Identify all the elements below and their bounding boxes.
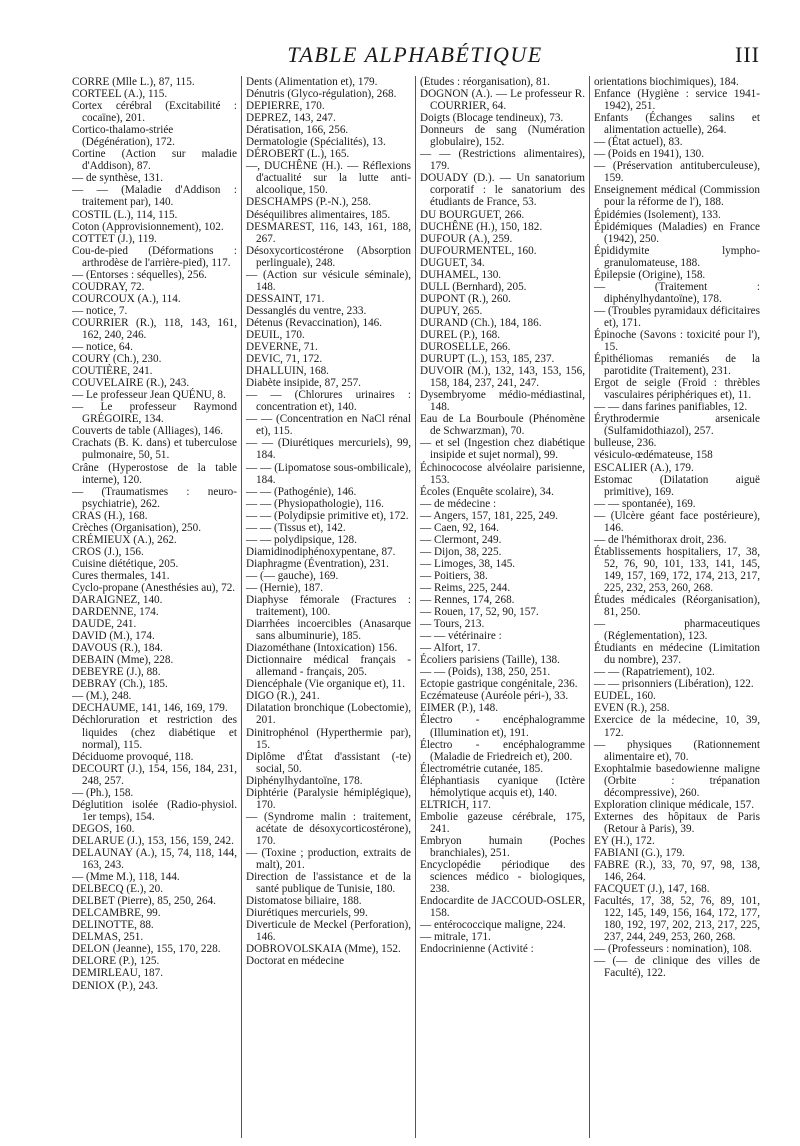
index-entry: Diazométhane (Intoxication) 156. bbox=[246, 642, 398, 655]
index-entry: DUHAMEL, 130. bbox=[420, 268, 502, 281]
index-entry: orientations biochimiques), 184. bbox=[594, 76, 739, 88]
index-entry: — et sel (Ingestion chez diabétique insipide et sujet normal), 99. bbox=[420, 437, 585, 462]
index-entry: Dénutris (Glyco-régulation), 268. bbox=[246, 88, 397, 101]
index-entry: CORTEEL (A.), 115. bbox=[72, 88, 168, 101]
index-entry: Écoliers parisiens (Taille), 138. bbox=[420, 654, 560, 667]
index-entry: — (— de clinique des villes de Faculté), 122. bbox=[594, 955, 760, 980]
index-entry: — — spontanée), 169. bbox=[594, 497, 696, 510]
index-entry: Études médicales (Réorganisation), 81, 250. bbox=[594, 594, 760, 619]
index-entry: COUTIÈRE, 241. bbox=[72, 365, 153, 378]
index-entry: Diphénylhydantoïne, 178. bbox=[246, 774, 363, 787]
index-entry: — — (Physiopathologie), 116. bbox=[246, 497, 384, 510]
index-entry: Dilatation bronchique (Lobectomie), 201. bbox=[246, 702, 411, 727]
index-entry: Déciduome provoqué, 118. bbox=[72, 750, 194, 763]
index-entry: — Rennes, 174, 268. bbox=[420, 594, 515, 607]
index-entry: — Caen, 92, 164. bbox=[420, 521, 499, 534]
index-entry: DEUIL, 170. bbox=[246, 328, 305, 341]
index-entry: CORRE (Mlle L.), 87, 115. bbox=[72, 76, 195, 88]
index-entry: Encyclopédie périodique des sciences médico - biologiques, 238. bbox=[420, 859, 585, 896]
index-entry: — Limoges, 38, 145. bbox=[420, 557, 516, 570]
index-entry: Enfants (Échanges salins et alimentation actuelle), 264. bbox=[594, 112, 760, 137]
index-entry: — Alfort, 17. bbox=[420, 642, 481, 655]
index-entry: EVEN (R.), 258. bbox=[594, 702, 670, 715]
index-entry: (Études : réorganisation), 81. bbox=[420, 76, 550, 88]
index-entry: — — (Polydipsie primitive et), 172. bbox=[246, 509, 409, 522]
index-entry: Épilepsie (Origine), 158. bbox=[594, 268, 706, 281]
index-entry: DEBEYRE (J.), 88. bbox=[72, 666, 161, 679]
index-entry: DECOURT (J.), 154, 156, 184, 231, 248, 257. bbox=[72, 762, 237, 787]
index-entry: DUREL (P.), 168. bbox=[420, 328, 501, 341]
index-entry: — — (Poids), 138, 250, 251. bbox=[420, 666, 551, 679]
index-entry: — notice, 7. bbox=[72, 304, 128, 317]
index-entry: Cyclo-propane (Anesthésies au), 72. bbox=[72, 581, 236, 594]
index-entry: DELAUNAY (A.), 15, 74, 118, 144, 163, 243. bbox=[72, 847, 237, 872]
index-entry: Établissements hospitaliers, 17, 38, 52, 76, 90, 101, 133, 141, 145, 149, 157, 169, 172, 174, 213, 217, 225, 232, 253, 260, 268. bbox=[594, 545, 760, 594]
index-entry: ESCALIER (A.), 179. bbox=[594, 461, 694, 474]
index-entry: — de l'hémithorax droit, 236. bbox=[594, 533, 727, 546]
index-entry: DELARUE (J.), 153, 156, 159, 242. bbox=[72, 834, 234, 847]
index-entry: Dératisation, 166, 256. bbox=[246, 124, 349, 137]
index-entry: Exophtalmie basedowienne maligne (Orbite : trépanation décompressive), 260. bbox=[594, 762, 760, 799]
index-entry: — (— gauche), 169. bbox=[246, 569, 339, 582]
index-entry: — (Action sur vésicule séminale), 148. bbox=[246, 268, 411, 293]
index-entry: Désoxycorticostérone (Absorption perlinguale), 248. bbox=[246, 244, 411, 269]
index-entry: COSTIL (L.), 114, 115. bbox=[72, 208, 178, 221]
index-entry: — — (Maladie d'Addison : traitement par), 140. bbox=[72, 184, 237, 209]
index-entry: Épinoche (Savons : toxicité pour l'), 15. bbox=[594, 328, 760, 354]
index-entry: DEPIERRE, 170. bbox=[246, 100, 325, 113]
index-entry: DELCAMBRE, 99. bbox=[72, 907, 161, 920]
index-entry: Exploration clinique médicale, 157. bbox=[594, 798, 754, 811]
index-entry: DEBRAY (Ch.), 185. bbox=[72, 678, 168, 691]
index-entry: — (Traumatismes : neuro-psychiatrie), 262. bbox=[72, 485, 237, 510]
index-entry: Diaphyse fémorale (Fractures : traitement), 100. bbox=[246, 594, 411, 619]
index-entry: CROS (J.), 156. bbox=[72, 545, 144, 558]
index-entry: — de médecine : bbox=[420, 497, 497, 510]
index-entry: — Rouen, 17, 52, 90, 157. bbox=[420, 606, 539, 619]
index-entry: FACQUET (J.), 147, 168. bbox=[594, 883, 710, 896]
index-entry: — Tours, 213. bbox=[420, 618, 485, 631]
index-entry: Détenus (Revaccination), 146. bbox=[246, 316, 383, 329]
index-entry: Dinitrophénol (Hyperthermie par), 15. bbox=[246, 726, 411, 751]
index-entry: — Reims, 225, 244. bbox=[420, 581, 511, 594]
index-entry: — (Syndrome malin : traitement, acétate de désoxycorticostérone), 170. bbox=[246, 810, 411, 847]
index-entry: Embolie gazeuse cérébrale, 175, 241. bbox=[420, 810, 585, 835]
index-entry: — — prisonniers (Libération), 122. bbox=[594, 678, 754, 691]
index-entry: EY (H.), 172. bbox=[594, 834, 655, 847]
index-entry: Exercice de la médecine, 10, 39, 172. bbox=[594, 714, 760, 739]
index-entry: DU BOURGUET, 266. bbox=[420, 208, 525, 221]
index-entry: — (Hernie), 187. bbox=[246, 581, 324, 594]
index-entry: — — vétérinaire : bbox=[420, 630, 502, 643]
index-entry: Direction de l'assistance et de la santé publique de Tunisie, 180. bbox=[246, 871, 411, 896]
index-entry: Électro - encéphalogramme (Maladie de Friedreich et), 200. bbox=[420, 738, 585, 763]
index-entry: Embryon humain (Poches branchiales), 251. bbox=[420, 834, 585, 859]
index-entry: DAVID (M.), 174. bbox=[72, 630, 155, 643]
index-entry: DURAND (Ch.), 184, 186. bbox=[420, 316, 542, 329]
index-entry: DELINOTTE, 88. bbox=[72, 919, 154, 932]
index-entry: Eau de La Bourboule (Phénomène de Schwarzman), 70. bbox=[420, 413, 585, 438]
index-entry: DELMAS, 251. bbox=[72, 931, 144, 944]
index-entry: — — (Restrictions alimentaires), 179. bbox=[420, 148, 585, 173]
index-entry: Électro - encéphalogramme (Illumination et), 191. bbox=[420, 714, 585, 739]
index-entry: Cortine (Action sur maladie d'Addison), 87. bbox=[72, 148, 237, 173]
index-entry: Crachats (B. K. dans) et tuberculose pulmonaire, 50, 51. bbox=[72, 437, 237, 462]
index-entry: Électrométrie cutanée, 185. bbox=[420, 762, 544, 775]
index-entry: DUGUET, 34. bbox=[420, 256, 485, 269]
index-entry: DUROSELLE, 266. bbox=[420, 341, 511, 354]
index-entry: — — (Pathogénie), 146. bbox=[246, 485, 357, 498]
index-entry: Diabète insipide, 87, 257. bbox=[246, 377, 361, 390]
index-entry: DIGO (R.), 241. bbox=[246, 690, 320, 703]
index-entry: Eczémateuse (Auréole péri-), 33. bbox=[420, 690, 569, 703]
index-entry: DOUADY (D.). — Un sanatorium corporatif : le sanatorium des étudiants de France, 53. bbox=[420, 172, 585, 209]
index-entry: — mitrale, 171. bbox=[420, 931, 491, 944]
index-entry: Cortex cérébral (Excitabilité : cocaïne), 201. bbox=[72, 100, 237, 125]
index-entry: — (Traitement : diphénylhydantoïne), 178. bbox=[594, 280, 760, 305]
index-entry: Diamidinodiphénoxypentane, 87. bbox=[246, 545, 396, 558]
index-entry: DEBAIN (Mme), 228. bbox=[72, 654, 174, 667]
index-entry: Déglutition isolée (Radio-physiol. 1er temps), 154. bbox=[72, 798, 237, 823]
index-entry: COURRIER (R.), 118, 143, 161, 162, 240, 246. bbox=[72, 316, 237, 341]
index-entry: Diarrhées incoercibles (Anasarque sans albuminurie), 185. bbox=[246, 618, 411, 643]
index-entry: Diencéphale (Vie organique et), 11. bbox=[246, 678, 405, 691]
index-entry: DECHAUME, 141, 146, 169, 179. bbox=[72, 702, 228, 715]
index-column-4 bbox=[590, 76, 764, 1138]
index-entry: — — (Diurétiques mercuriels), 99, 184. bbox=[246, 437, 411, 462]
index-entry: DEGOS, 160. bbox=[72, 822, 135, 835]
index-entry: Distomatose biliaire, 188. bbox=[246, 895, 362, 908]
index-entry: — (État actuel), 83. bbox=[594, 136, 683, 149]
index-entry: — (Préservation antituberculeuse), 159. bbox=[594, 160, 760, 185]
index-entry: COURY (Ch.), 230. bbox=[72, 353, 162, 366]
index-columns bbox=[68, 76, 764, 1138]
index-entry: COTTET (J.), 119. bbox=[72, 232, 157, 245]
index-entry: Diaphragme (Éventration), 231. bbox=[246, 557, 389, 570]
index-entry: — — (Tissus et), 142. bbox=[246, 521, 346, 534]
index-entry: COUVELAIRE (R.), 243. bbox=[72, 377, 190, 390]
index-entry: DÉROBERT (L.), 165. bbox=[246, 148, 350, 161]
index-entry: Cures thermales, 141. bbox=[72, 569, 170, 582]
index-entry: — (Entorses : séquelles), 256. bbox=[72, 268, 207, 281]
index-entry: Dents (Alimentation et), 179. bbox=[246, 76, 378, 88]
index-entry: Épididymite lympho-granulomateuse, 188. bbox=[594, 244, 760, 269]
index-entry: CRAS (H.), 168. bbox=[72, 509, 148, 522]
index-entry: — — polydipsique, 128. bbox=[246, 533, 357, 546]
index-entry: Épidémiques (Maladies) en France (1942), 250. bbox=[594, 220, 760, 245]
index-entry: DOGNON (A.). — Le professeur R. COURRIER, 64. bbox=[420, 88, 585, 113]
index-entry: — pharmaceutiques (Réglementation), 123. bbox=[594, 618, 760, 643]
index-entry: — notice, 64. bbox=[72, 341, 133, 354]
index-entry: DEVIC, 71, 172. bbox=[246, 353, 323, 366]
index-entry: DEPREZ, 143, 247. bbox=[246, 112, 336, 125]
index-entry: Couverts de table (Alliages), 146. bbox=[72, 425, 223, 438]
index-entry: DARAIGNEZ, 140. bbox=[72, 594, 163, 607]
index-entry: EUDEL, 160. bbox=[594, 690, 656, 703]
page-title: TABLE ALPHABÉTIQUE bbox=[287, 42, 543, 67]
index-column-3 bbox=[416, 76, 590, 1138]
index-entry: Diurétiques mercuriels, 99. bbox=[246, 907, 368, 920]
index-entry: Ergot de seigle (Froid : thrèbles vasculaires périphériques et), 11. bbox=[594, 377, 760, 402]
index-entry: COUDRAY, 72. bbox=[72, 280, 145, 293]
index-entry: DUFOUR (A.), 259. bbox=[420, 232, 513, 245]
index-entry: — Dijon, 38, 225. bbox=[420, 545, 502, 558]
index-entry: Diplôme d'État d'assistant (-te) social, 50. bbox=[246, 750, 411, 775]
index-entry: DUPONT (R.), 260. bbox=[420, 292, 511, 305]
index-entry: Écoles (Enquête scolaire), 34. bbox=[420, 485, 554, 498]
index-entry: —, DUCHÊNE (H.). — Réflexions d'actualité sur la lutte anti-alcoolique, 150. bbox=[246, 160, 411, 197]
index-entry: Enseignement médical (Commission pour la réforme de l'), 188. bbox=[594, 184, 760, 209]
index-entry: DESMAREST, 116, 143, 161, 188, 267. bbox=[246, 220, 411, 245]
index-entry: DELON (Jeanne), 155, 170, 228. bbox=[72, 943, 221, 956]
index-entry: EIMER (P.), 148. bbox=[420, 702, 498, 715]
index-entry: — Clermont, 249. bbox=[420, 533, 502, 546]
index-entry: DENIOX (P.), 243. bbox=[72, 979, 159, 992]
index-column-2 bbox=[242, 76, 416, 1138]
page-number: III bbox=[735, 42, 760, 67]
index-entry: DARDENNE, 174. bbox=[72, 606, 159, 619]
index-entry: CRÉMIEUX (A.), 262. bbox=[72, 533, 177, 546]
index-entry: — — (Chlorures urinaires : concentration et), 140. bbox=[246, 389, 411, 414]
index-entry: — — dans farines panifiables, 12. bbox=[594, 401, 748, 414]
index-entry: Dermatologie (Spécialités), 13. bbox=[246, 136, 386, 149]
index-entry: DAVOUS (R.), 184. bbox=[72, 642, 163, 655]
index-entry: DESCHAMPS (P.-N.), 258. bbox=[246, 196, 371, 209]
index-entry: — Le professeur Jean QUÉNU, 8. bbox=[72, 389, 226, 402]
index-entry: bulleuse, 236. bbox=[594, 437, 657, 450]
index-entry: — (M.), 248. bbox=[72, 690, 132, 703]
index-entry: — (Poids en 1941), 130. bbox=[594, 148, 705, 161]
index-entry: — (Troubles pyramidaux déficitaires et), 171. bbox=[594, 304, 760, 329]
index-entry: DUPUY, 265. bbox=[420, 304, 483, 317]
index-entry: DEVERNE, 71. bbox=[246, 341, 318, 354]
index-entry: — (Mme M.), 118, 144. bbox=[72, 871, 180, 884]
index-entry: Cou-de-pied (Déformations : arthrodèse de l'arrière-pied), 117. bbox=[72, 244, 237, 269]
index-entry: COURCOUX (A.), 114. bbox=[72, 292, 181, 305]
index-entry: DUCHÊNE (H.), 150, 182. bbox=[420, 220, 543, 233]
index-entry: Déchloruration et restriction des liquides (chez diabétique et normal), 115. bbox=[72, 714, 237, 751]
index-entry: Enfance (Hygiène : service 1941-1942), 251. bbox=[594, 88, 760, 113]
index-entry: Cortico-thalamo-striée (Dégénération), 172. bbox=[72, 124, 175, 149]
index-entry: Externes des hôpitaux de Paris (Retour à Paris), 39. bbox=[594, 810, 760, 835]
index-entry: — — (Concentration en NaCl rénal et), 115. bbox=[246, 413, 411, 438]
index-entry: Ectopie gastrique congénitale, 236. bbox=[420, 678, 578, 691]
index-entry: DOBROVOLSKAIA (Mme), 152. bbox=[246, 943, 401, 956]
index-entry: — Angers, 157, 181, 225, 249. bbox=[420, 509, 558, 522]
index-entry: DUFOURMENTEL, 160. bbox=[420, 244, 537, 257]
index-entry: Épidémies (Isolement), 133. bbox=[594, 208, 721, 221]
index-entry: Crâne (Hyperostose de la table interne), 120. bbox=[72, 461, 237, 486]
index-entry: Diphtérie (Paralysie hémiplégique), 170. bbox=[246, 786, 411, 811]
index-entry: DULL (Bernhard), 205. bbox=[420, 280, 527, 293]
index-entry: Doigts (Blocage tendineux), 73. bbox=[420, 112, 564, 125]
index-entry: — Poitiers, 38. bbox=[420, 569, 488, 582]
index-entry: DURUPT (L.), 153, 185, 237. bbox=[420, 353, 555, 366]
index-entry: — de synthèse, 131. bbox=[72, 172, 164, 185]
index-entry: DESSAINT, 171. bbox=[246, 292, 325, 305]
index-entry: — — (Lipomatose sous-ombilicale), 184. bbox=[246, 461, 411, 486]
index-entry: Crèches (Organisation), 250. bbox=[72, 521, 202, 534]
index-entry: FABIANI (G.), 179. bbox=[594, 847, 685, 859]
index-entry: Endocardite de JACCOUD-OSLER, 158. bbox=[420, 895, 585, 920]
index-entry: — — (Rapatriement), 102. bbox=[594, 666, 715, 679]
index-entry: — Le professeur Raymond GRÉGOIRE, 134. bbox=[72, 401, 237, 426]
index-entry: DELBECQ (E.), 20. bbox=[72, 883, 164, 896]
index-entry: Coton (Approvisionnement), 102. bbox=[72, 220, 224, 233]
index-entry: Dictionnaire médical français - allemand - français, 205. bbox=[246, 654, 411, 679]
index-entry: DEMIRLEAU, 187. bbox=[72, 967, 164, 980]
index-entry: Dysembryome médio-médiastinal, 148. bbox=[420, 389, 585, 414]
index-entry: vésiculo-œdémateuse, 158 bbox=[594, 449, 713, 462]
index-entry: — (Ulcère géant face postérieure), 146. bbox=[594, 509, 760, 534]
index-entry: DHALLUIN, 168. bbox=[246, 365, 329, 378]
index-entry: FABRE (R.), 33, 70, 97, 98, 138, 146, 264. bbox=[594, 859, 760, 884]
index-entry: DELBET (Pierre), 85, 250, 264. bbox=[72, 895, 216, 908]
index-entry: — (Professeurs : nomination), 108. bbox=[594, 943, 752, 956]
index-entry: DUVOIR (M.), 132, 143, 153, 156, 158, 184, 237, 241, 247. bbox=[420, 365, 585, 390]
index-entry: Dessanglés du ventre, 233. bbox=[246, 304, 367, 317]
index-entry: DAUDE, 241. bbox=[72, 618, 137, 631]
index-entry: Éléphantiasis cyanique (Ictère hémolytique acquis et), 140. bbox=[420, 774, 585, 799]
index-entry: DELORE (P.), 125. bbox=[72, 955, 160, 968]
index-entry: Doctorat en médecine bbox=[246, 955, 345, 968]
index-entry: Échinococose alvéolaire parisienne, 153. bbox=[420, 461, 585, 486]
index-entry: Donneurs de sang (Numération globulaire), 152. bbox=[420, 124, 585, 149]
index-entry: Diverticule de Meckel (Perforation), 146. bbox=[246, 919, 411, 944]
index-entry: Endocrinienne (Activité : bbox=[420, 943, 534, 956]
index-entry: ELTRICH, 117. bbox=[420, 798, 491, 811]
index-column-1 bbox=[68, 76, 242, 1138]
index-entry: Étudiants en médecine (Limitation du nombre), 237. bbox=[594, 642, 760, 667]
index-entry: — physiques (Rationnement alimentaire et), 70. bbox=[594, 738, 760, 763]
index-entry: Estomac (Dilatation aiguë primitive), 169. bbox=[594, 473, 760, 498]
index-entry: — entérococcique maligne, 224. bbox=[420, 919, 566, 932]
page-header bbox=[70, 38, 760, 78]
index-entry: — (Toxine ; production, extraits de malt), 201. bbox=[246, 847, 411, 872]
index-entry: Facultés, 17, 38, 52, 76, 89, 101, 122, 145, 149, 156, 164, 172, 177, 180, 192, 197, 202, 213, 217, 225, 237, 244, 249, 253, 260, 268. bbox=[594, 895, 760, 944]
index-entry: Épithéliomas remaniés de la parotidite (Traitement), 231. bbox=[594, 353, 760, 378]
index-entry: Cuisine diététique, 205. bbox=[72, 557, 179, 570]
index-entry: Déséquilibres alimentaires, 185. bbox=[246, 208, 391, 221]
index-entry: Érythrodermie arsenicale (Sulfamidothiazol), 257. bbox=[594, 413, 760, 438]
index-entry: — (Ph.), 158. bbox=[72, 786, 134, 799]
